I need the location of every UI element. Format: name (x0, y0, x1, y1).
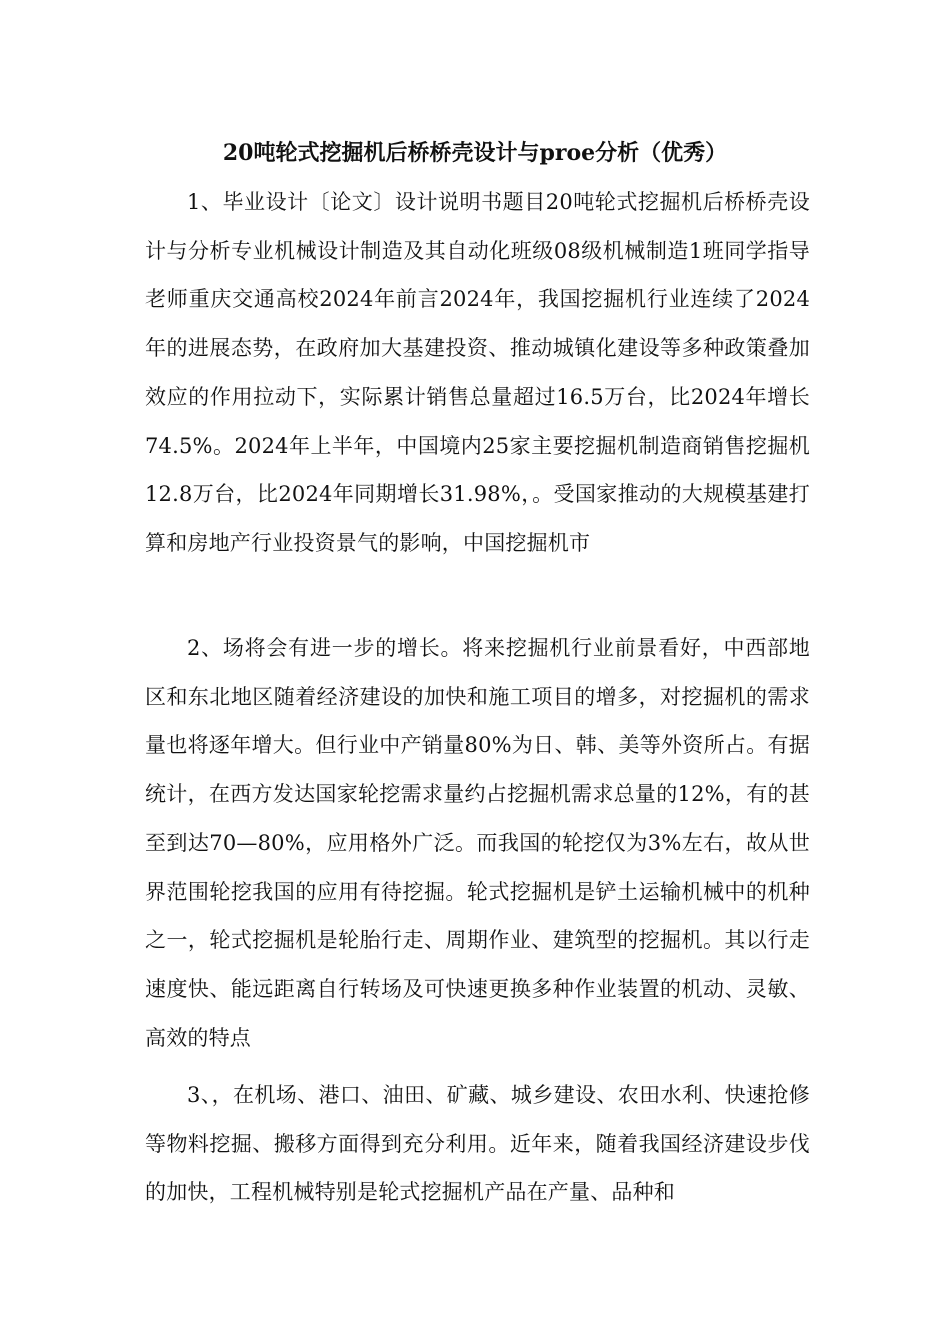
paragraph-2: 2、场将会有进一步的增长。将来挖掘机行业前景看好，中西部地区和东北地区随着经济建设的加快和施工项目的增多，对挖掘机的需求量也将逐年增大。但行业中产销量80%为日、韩、美等外资所占。有据统计，在西方发达国家轮挖需求量约占挖掘机需求总量的12%，有的甚至到达70—80%，应用格外广泛。而我国的轮挖仅为3%左右，故从世界范围轮挖我国的应用有待挖掘。轮式挖掘机是铲土运输机械中的机种之一，轮式挖掘机是轮胎行走、周期作业、建筑型的挖掘机。其以行走速度快、能远距离自行转场及可快速更换多种作业装置的机动、灵敏、高效的特点 (145, 636, 810, 1050)
paragraph-3: 3、，在机场、港口、油田、矿藏、城乡建设、农田水利、快速抢修等物料挖掘、搬移方面得到充分利用。近年来，随着我国经济建设步伐的加快，工程机械特别是轮式挖掘机产品在产量、品种和 (145, 1083, 810, 1205)
paragraph-1: 1、毕业设计〔论文〕设计说明书题目20吨轮式挖掘机后桥桥壳设计与分析专业机械设计制造及其自动化班级08级机械制造1班同学指导老师重庆交通高校2024年前言2024年，我国挖掘机行业连续了2024年的进展态势，在政府加大基建投资、推动城镇化建设等多种政策叠加效应的作用拉动下，实际累计销售总量超过16.5万台，比2024年增长74.5%。2024年上半年，中国境内25家主要挖掘机制造商销售挖掘机12.8万台，比2024年同期增长31.98%，。受国家推动的大规模基建打算和房地产行业投资景气的影响，中国挖掘机市 (145, 190, 810, 555)
document-title: 20吨轮式挖掘机后桥桥壳设计与proe分析（优秀） (222, 140, 728, 166)
